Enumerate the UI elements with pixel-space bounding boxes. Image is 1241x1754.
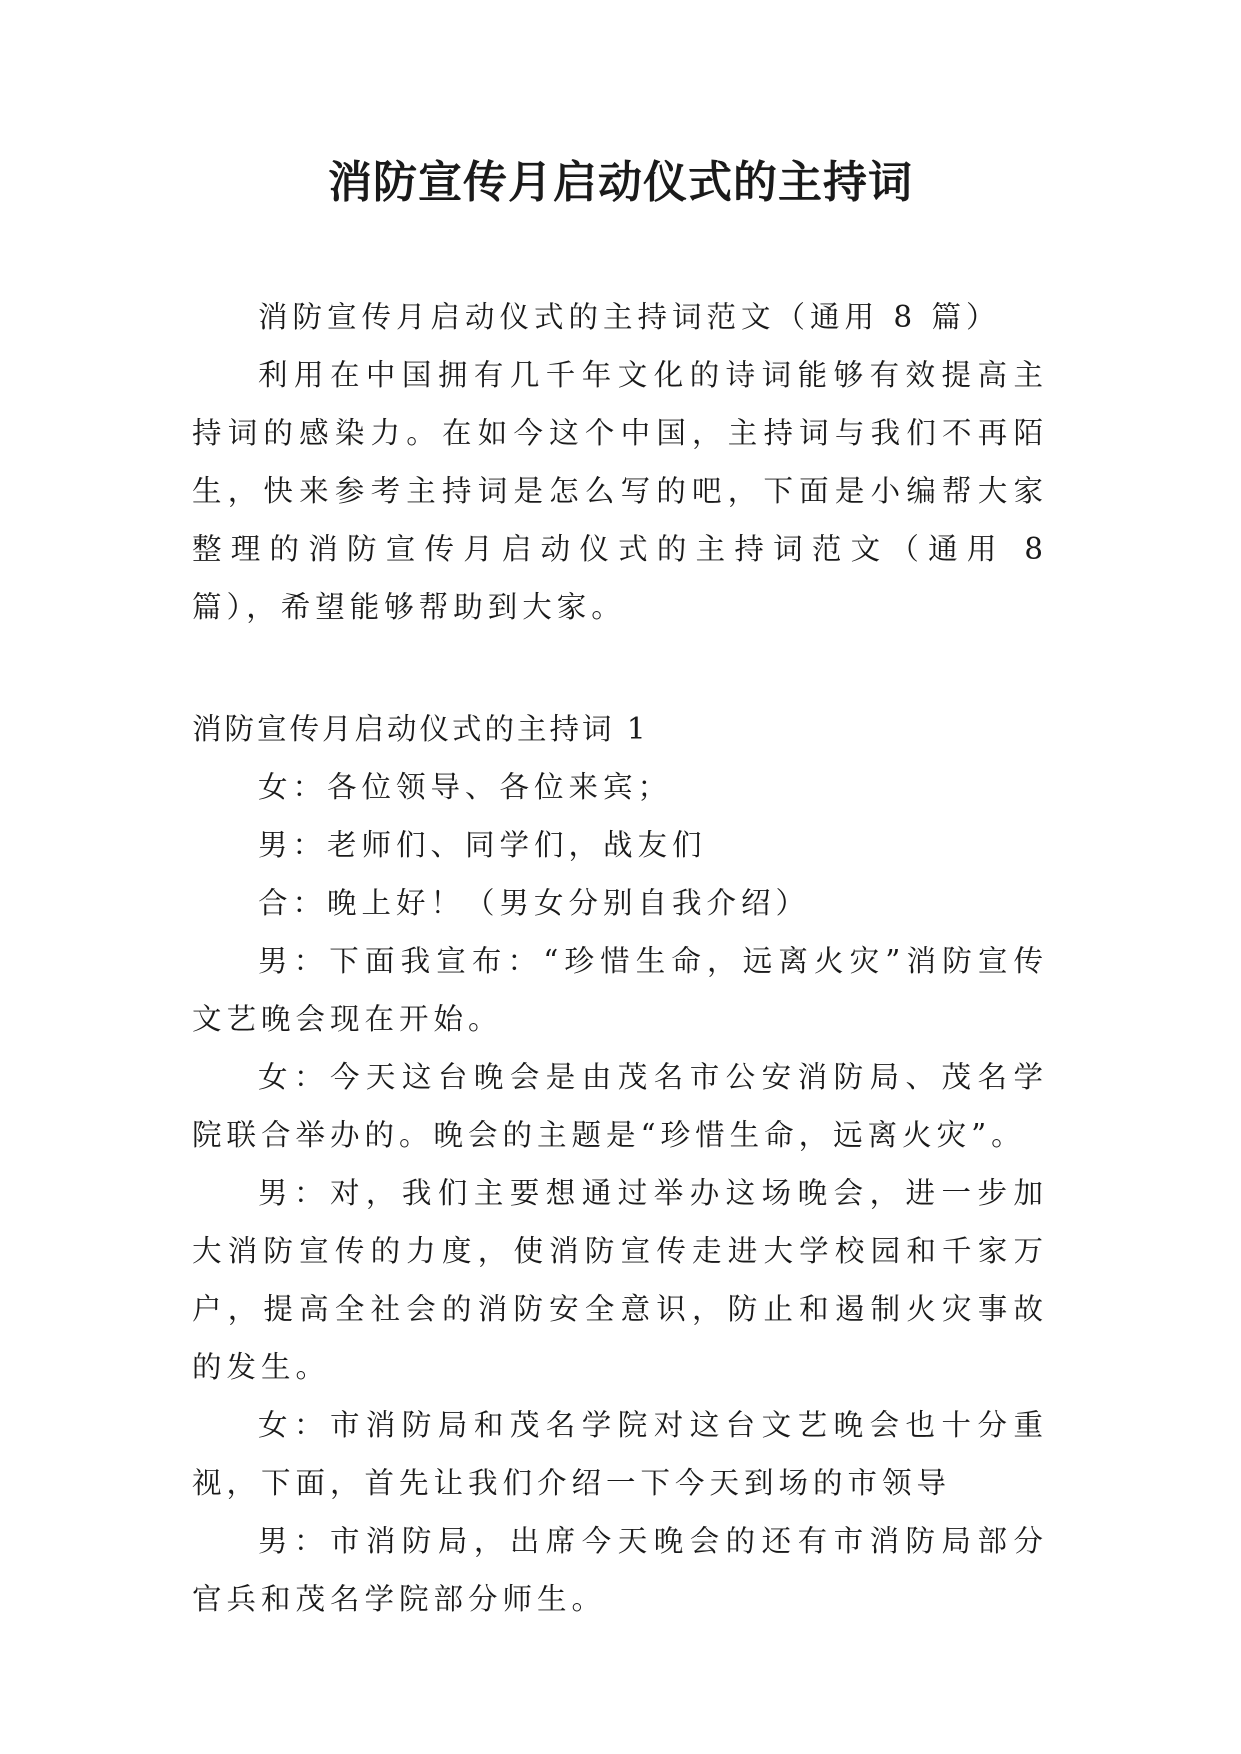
section-heading: 消防宣传月启动仪式的主持词 1 (192, 712, 649, 746)
dialogue-paragraph: 男：市消防局，出席今天晚会的还有市消防局部分官兵和茂名学院部分师生。 (192, 1524, 1048, 1616)
article-section (192, 700, 1048, 1628)
intro-paragraph: 利用在中国拥有几千年文化的诗词能够有效提高主持词的感染力。在如今这个中国，主持词与我们不再陌生，快来参考主持词是怎么写的吧，下面是小编帮大家整理的消防宣传月启动仪式的主持词范文（通用 8 篇），希望能够帮助到大家。 (192, 358, 1048, 624)
dialogue-paragraph: 男：下面我宣布：“珍惜生命，远离火灾”消防宣传文艺晚会现在开始。 (192, 944, 1048, 1036)
intro-subtitle: 消防宣传月启动仪式的主持词范文（通用 8 篇） (258, 300, 1001, 334)
dialogue-paragraph: 男：对，我们主要想通过举办这场晚会，进一步加大消防宣传的力度，使消防宣传走进大学校园和千家万户，提高全社会的消防安全意识，防止和遏制火灾事故的发生。 (192, 1176, 1048, 1384)
dialogue-paragraph: 女：今天这台晚会是由茂名市公安消防局、茂名学院联合举办的。晚会的主题是“珍惜生命，远离火灾”。 (192, 1060, 1048, 1152)
intro-section (192, 288, 1048, 636)
document-title: 消防宣传月启动仪式的主持词 (328, 157, 913, 208)
dialogue-paragraph: 合：晚上好！（男女分别自我介绍） (258, 886, 811, 920)
dialogue-paragraph: 女：市消防局和茂名学院对这台文艺晚会也十分重视，下面，首先让我们介绍一下今天到场的市领导 (192, 1408, 1048, 1500)
dialogue-paragraph: 女：各位领导、各位来宾； (258, 770, 673, 804)
dialogue-paragraph: 男：老师们、同学们，战友们 (258, 828, 707, 862)
